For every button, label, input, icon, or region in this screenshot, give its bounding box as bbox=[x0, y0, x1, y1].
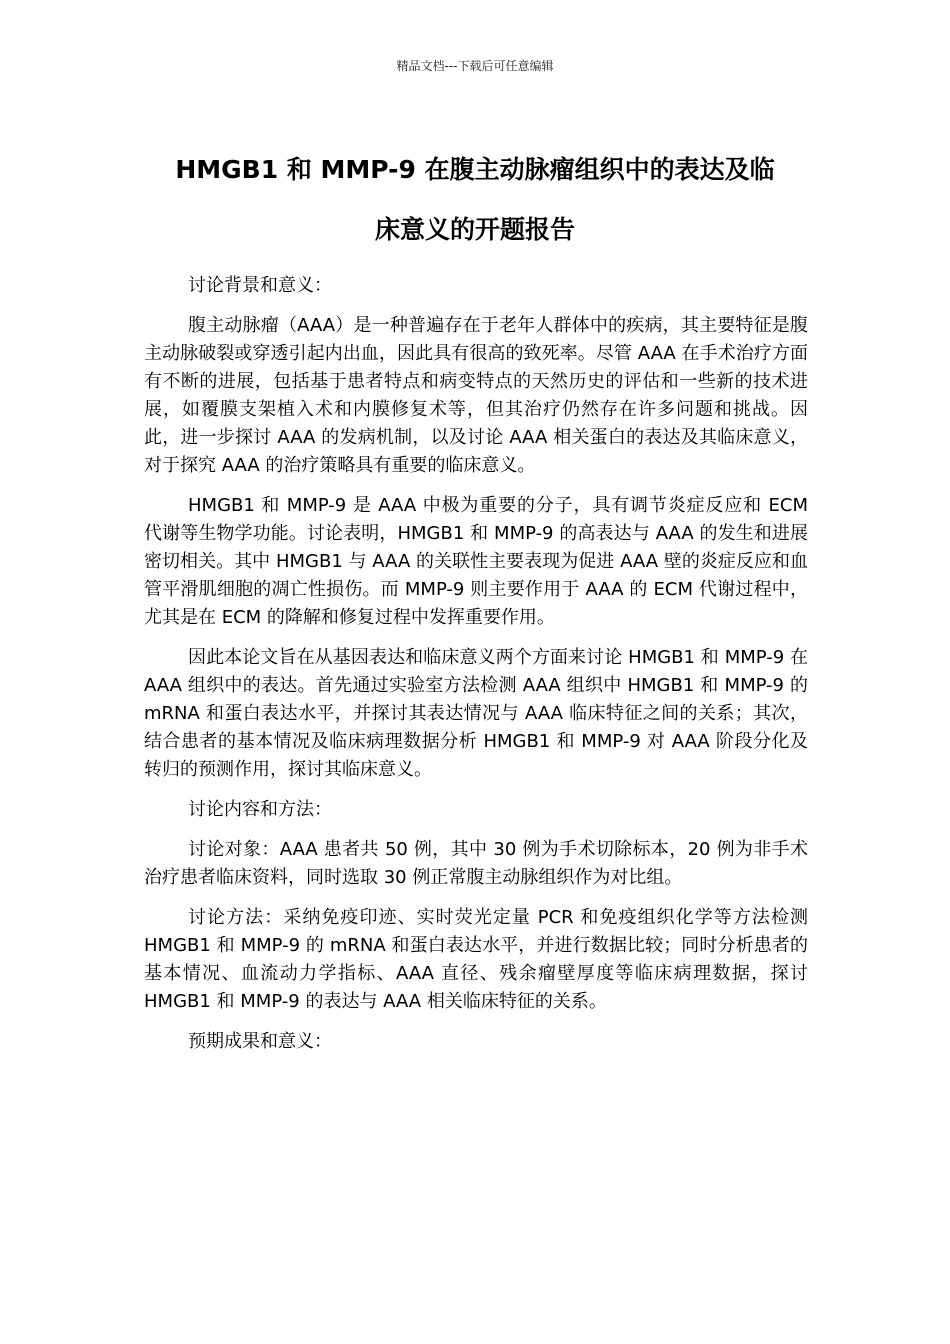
section-heading-expected-results: 预期成果和意义： bbox=[188, 1031, 332, 1052]
section-heading-background: 讨论背景和意义： bbox=[188, 275, 332, 296]
document-body bbox=[144, 272, 808, 1068]
document-title-line-2: 床意义的开题报告 bbox=[374, 215, 575, 244]
section-heading-content-methods: 讨论内容和方法： bbox=[188, 799, 332, 820]
document-title bbox=[144, 140, 806, 260]
paragraph-study-aim: 因此本论文旨在从基因表达和临床意义两个方面来讨论 HMGB1 和 MMP-9 在 AAA 组织中的表达。首先通过实验室方法检测 AAA 组织中 HMGB1 和 MMP-9 的 mRNA 和蛋白表达水平，并探讨其表达情况与 AAA 临床特征之间的关系；其次，结合患者的基本情况及临床病理数据分析 HMGB1 和 MMP-9 对 AAA 阶段分化及转归的预测作用，探讨其临床意义。 bbox=[144, 647, 808, 780]
paragraph-aaa-overview: 腹主动脉瘤（AAA）是一种普遍存在于老年人群体中的疾病，其主要特征是腹主动脉破裂或穿透引起内出血，因此具有很高的致死率。尽管 AAA 在手术治疗方面有不断的进展，包括基于患者特点和病变特点的天然历史的评估和一些新的技术进展，如覆膜支架植入术和内膜修复术等，但其治疗仍然存在许多问题和挑战。因此，进一步探讨 AAA 的发病机制，以及讨论 AAA 相关蛋白的表达及其临床意义，对于探究 AAA 的治疗策略具有重要的临床意义。 bbox=[144, 315, 808, 476]
paragraph-hmgb1-mmp9-role: HMGB1 和 MMP-9 是 AAA 中极为重要的分子，具有调节炎症反应和 ECM 代谢等生物学功能。讨论表明，HMGB1 和 MMP-9 的高表达与 AAA 的发生和进展密切相关。其中 HMGB1 与 AAA 的关联性主要表现为促进 AAA 壁的炎症反应和血管平滑肌细胞的凋亡性损伤。而 MMP-9 则主要作用于 AAA 的 ECM 代谢过程中，尤其是在 ECM 的降解和修复过程中发挥重要作用。 bbox=[144, 495, 808, 628]
paragraph-study-methods: 讨论方法：采纳免疫印迹、实时荧光定量 PCR 和免疫组织化学等方法检测 HMGB1 和 MMP-9 的 mRNA 和蛋白表达水平，并进行数据比较；同时分析患者的基本情况、血流动力学指标、AAA 直径、残余瘤壁厚度等临床病理数据，探讨 HMGB1 和 MMP-9 的表达与 AAA 相关临床特征的关系。 bbox=[144, 907, 808, 1012]
header-watermark: 精品文档---下载后可任意编辑 bbox=[396, 59, 554, 73]
document-title-line-1: HMGB1 和 MMP-9 在腹主动脉瘤组织中的表达及临 bbox=[175, 155, 775, 184]
paragraph-study-subjects: 讨论对象：AAA 患者共 50 例，其中 30 例为手术切除标本，20 例为非手术治疗患者临床资料，同时选取 30 例正常腹主动脉组织作为对比组。 bbox=[144, 839, 808, 888]
